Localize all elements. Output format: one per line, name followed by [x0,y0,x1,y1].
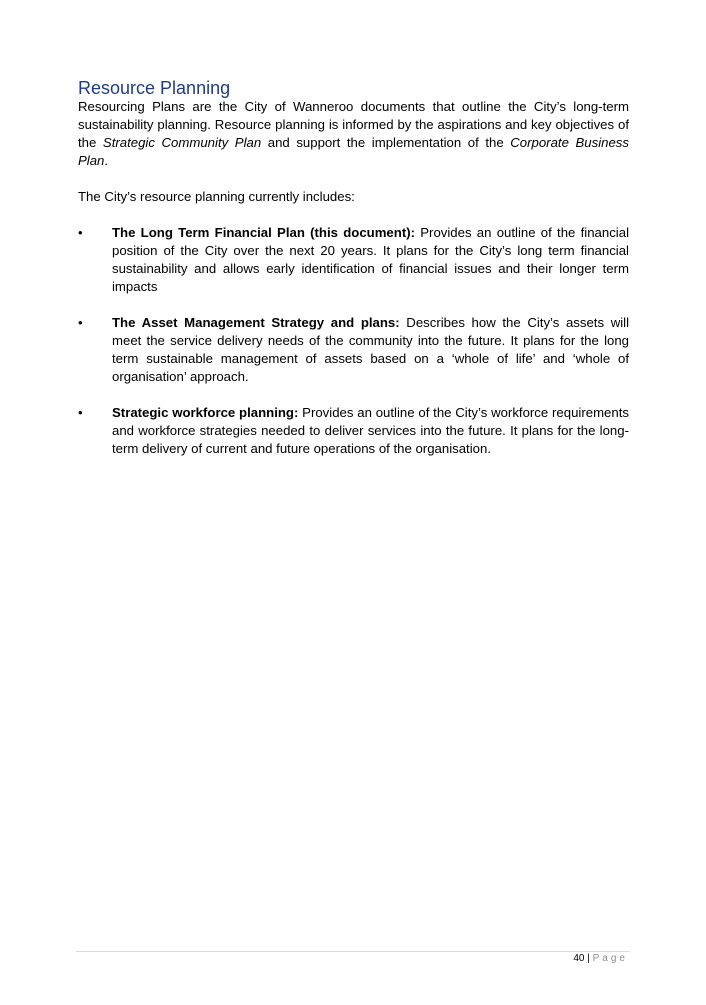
list-item-title: The Asset Management Strategy and plans: [112,315,400,330]
list-item-text: Describes how the City’s assets will meet the service delivery needs of the community into the future. It plans for the long term sustainable management of assets based on a ‘whole of life’ and ‘whole of organisation’ approach. [112,315,630,384]
bullet-icon: • [78,315,83,330]
intro-italic-corporate-business-plan: Corporate Business Plan [78,135,629,168]
intro-text-1: Resourcing Plans are the City of Wanneroo documents that outline the City’s long-term sustainability planning. Resource planning is informed by the aspirations and key objectives of the [78,99,629,150]
footer-separator: | [584,953,593,964]
resource-planning-list [78,224,629,458]
list-item [78,314,629,386]
document-page [78,78,629,476]
page-number: 40 [573,953,585,964]
list-item-title: Strategic workforce planning: [112,405,299,420]
intro-italic-strategic-community-plan: Strategic Community Plan [102,135,262,150]
intro-text-3: . [104,153,109,168]
bullet-icon: • [78,405,83,420]
list-item [78,224,629,296]
list-item-text: Provides an outline of the financial position of the City over the next 20 years. It plans for the City’s long term financial sustainability and allows early identification of financial issues and their longer term impacts [112,225,629,294]
bullet-icon: • [78,225,83,240]
section-heading: Resource Planning [78,78,231,98]
list-item-text: Provides an outline of the City’s workforce requirements and workforce strategies needed to deliver services into the future. It plans for the long-term delivery of current and future operations of the organisation. [112,405,629,456]
list-item-title: The Long Term Financial Plan (this document): [112,225,416,240]
page-label: Page [592,953,628,964]
intro-paragraph [78,98,629,170]
page-footer [573,953,628,965]
list-item [78,404,629,458]
intro-text-2: and support the implementation of the [261,135,511,150]
lead-paragraph: The City’s resource planning currently includes: [78,189,355,204]
footer-divider [76,951,630,952]
